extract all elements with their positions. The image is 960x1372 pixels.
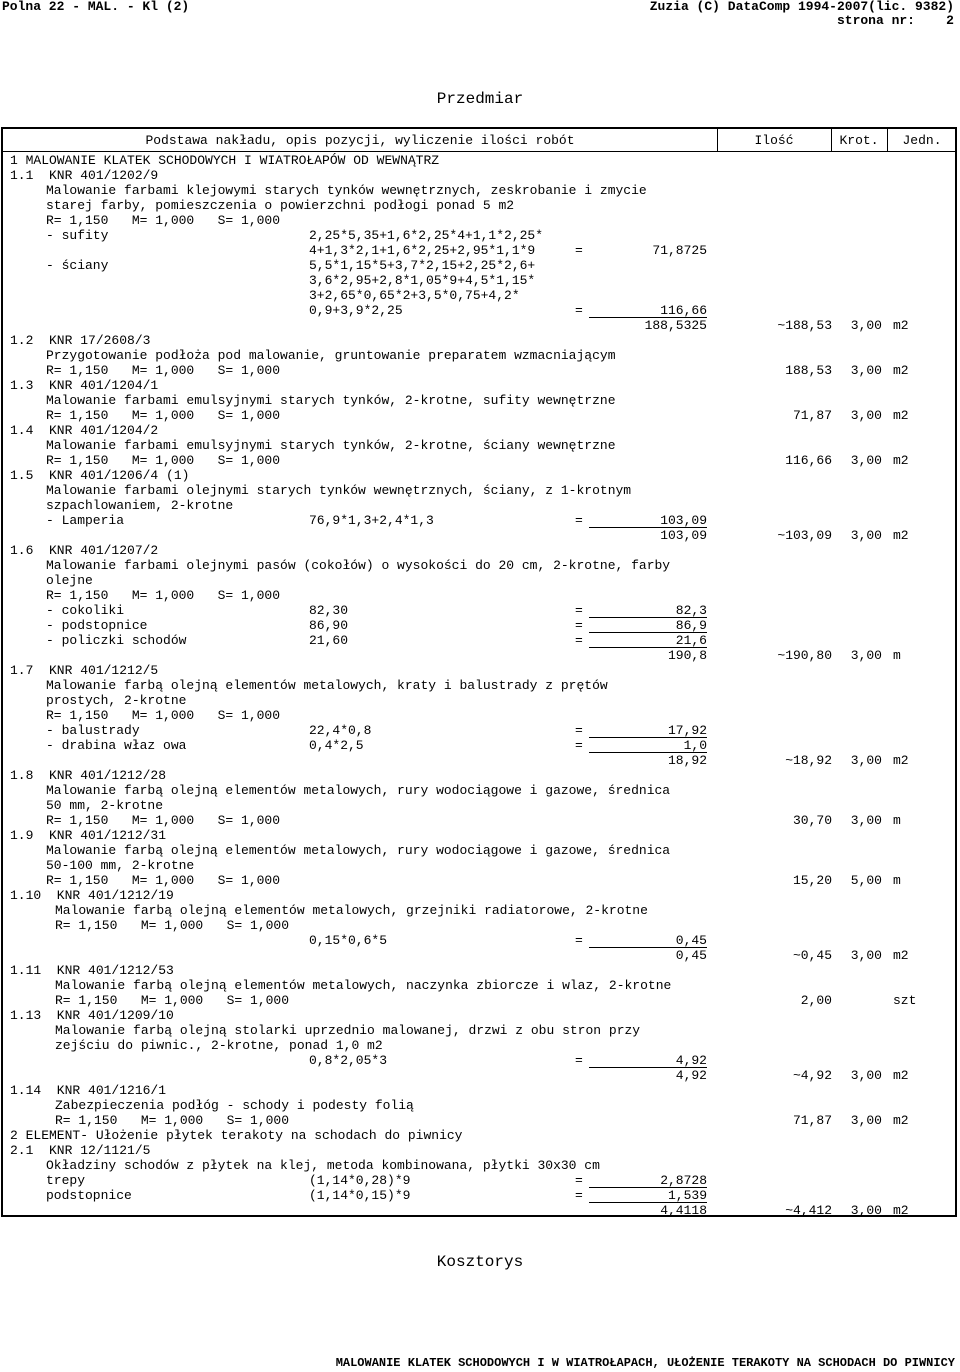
row-text: trepy [46, 1173, 86, 1188]
row-equals: = [575, 243, 583, 258]
row-krot: 3,00 [850, 813, 882, 828]
row-text: 1.13 KNR 401/1209/10 [10, 1008, 174, 1023]
row-text: R= 1,150 M= 1,000 S= 1,000 [55, 1113, 290, 1128]
row-quantity: ~18,92 [785, 753, 832, 768]
row-formula: 4+1,3*2,1+1,6*2,25+2,95*1,1*9 [309, 243, 536, 258]
row-formula: 5,5*1,15*5+3,7*2,15+2,25*2,6+ [309, 258, 536, 273]
row-text: 1.10 KNR 401/1212/19 [10, 888, 174, 903]
row-text: - sufity [46, 228, 109, 243]
row-equals: = [575, 513, 583, 528]
row-text: - cokoliki [46, 603, 125, 618]
estimate-table [1, 127, 957, 1217]
row-quantity: 2,00 [800, 993, 832, 1008]
row-text: starej farby, pomieszczenia o powierzchni podłogi ponad 5 m2 [46, 198, 515, 213]
row-formula: 0,15*0,6*5 [309, 933, 388, 948]
row-text: Malowanie farbą olejną elementów metalowych, naczynka zbiorcze i wlaz, 2-krotne [55, 978, 672, 993]
row-formula: 21,60 [309, 633, 349, 648]
row-formula: 86,90 [309, 618, 349, 633]
column-header-quantity: Ilość [754, 133, 794, 148]
row-text: Malowanie farbami olejnymi starych tynków wewnętrznych, ściany, z 1-krotnym [46, 483, 632, 498]
row-text: podstopnice [46, 1188, 132, 1203]
row-value: 1,539 [667, 1188, 707, 1203]
row-text: 1.8 KNR 401/1212/28 [10, 768, 167, 783]
row-text: - drabina właz owa [46, 738, 187, 753]
row-equals: = [575, 1173, 583, 1188]
row-text: - podstopnice [46, 618, 148, 633]
row-quantity: ~4,92 [792, 1068, 832, 1083]
row-text: 50-100 mm, 2-krotne [46, 858, 195, 873]
row-krot: 3,00 [850, 408, 882, 423]
row-value: 188,5325 [644, 318, 707, 333]
row-value: 17,92 [667, 723, 707, 738]
row-text: R= 1,150 M= 1,000 S= 1,000 [46, 813, 281, 828]
row-unit: m2 [893, 948, 909, 963]
row-text: prostych, 2-krotne [46, 693, 187, 708]
row-krot: 3,00 [850, 948, 882, 963]
row-formula: 0,9+3,9*2,25 [309, 303, 403, 318]
row-text: - balustrady [46, 723, 140, 738]
header-left: Polna 22 - MAL. - Kl (2) [2, 0, 190, 14]
row-text: 1.3 KNR 401/1204/1 [10, 378, 159, 393]
row-text: zejściu do piwnic., 2-krotne, ponad 1,0 m2 [55, 1038, 383, 1053]
row-unit: m2 [893, 528, 909, 543]
row-unit: m2 [893, 363, 909, 378]
row-text: R= 1,150 M= 1,000 S= 1,000 [55, 993, 290, 1008]
row-unit: m2 [893, 1203, 909, 1218]
row-text: R= 1,150 M= 1,000 S= 1,000 [46, 708, 281, 723]
row-formula: 76,9*1,3+2,4*1,3 [309, 513, 434, 528]
row-text: 1.1 KNR 401/1202/9 [10, 168, 159, 183]
row-unit: m [893, 873, 901, 888]
row-formula: 2,25*5,35+1,6*2,25*4+1,1*2,25* [309, 228, 544, 243]
row-value: 116,66 [660, 303, 707, 318]
row-value: 103,09 [660, 528, 707, 543]
page-title: Przedmiar [436, 90, 524, 108]
row-equals: = [575, 933, 583, 948]
row-krot: 3,00 [850, 1068, 882, 1083]
row-quantity: ~190,80 [777, 648, 832, 663]
row-formula: (1,14*0,15)*9 [309, 1188, 411, 1203]
column-header-krot: Krot. [839, 133, 879, 148]
row-value: 4,92 [675, 1053, 707, 1068]
row-text: Zabezpieczenia podłóg - schody i podesty folią [55, 1098, 414, 1113]
column-header-unit: Jedn. [902, 133, 942, 148]
row-quantity: 30,70 [792, 813, 832, 828]
row-formula: 3+2,65*0,65*2+3,5*0,75+4,2* [309, 288, 520, 303]
row-value: 2,8728 [660, 1173, 707, 1188]
row-text: 2.1 KNR 12/1121/5 [10, 1143, 151, 1158]
row-text: R= 1,150 M= 1,000 S= 1,000 [55, 918, 290, 933]
header-right-line1: Zuzia (C) DataComp 1994-2007(lic. 9382) [649, 0, 954, 14]
row-text: Malowanie farbami emulsyjnymi starych tynków, 2-krotne, ściany wewnętrzne [46, 438, 616, 453]
row-value: 21,6 [675, 633, 707, 648]
row-text: R= 1,150 M= 1,000 S= 1,000 [46, 588, 281, 603]
row-text: - ściany [46, 258, 109, 273]
row-value: 1,0 [683, 738, 707, 753]
row-text: 1.2 KNR 17/2608/3 [10, 333, 151, 348]
row-unit: m2 [893, 318, 909, 333]
row-text: - policzki schodów [46, 633, 187, 648]
row-value: 86,9 [675, 618, 707, 633]
row-quantity: 188,53 [785, 363, 832, 378]
row-value: 0,45 [675, 948, 707, 963]
row-text: olejne [46, 573, 93, 588]
row-formula: 22,4*0,8 [309, 723, 372, 738]
row-value: 103,09 [660, 513, 707, 528]
row-quantity: ~4,412 [785, 1203, 832, 1218]
row-unit: m2 [893, 1068, 909, 1083]
row-text: R= 1,150 M= 1,000 S= 1,000 [46, 363, 281, 378]
row-text: Malowanie farbą olejną elementów metalowych, rury wodociągowe i gazowe, średnica [46, 783, 671, 798]
row-text: Okładziny schodów z płytek na klej, metoda kombinowana, płytki 30x30 cm [46, 1158, 600, 1173]
row-value: 82,3 [675, 603, 707, 618]
row-text: Malowanie farbą olejną elementów metalowych, rury wodociągowe i gazowe, średnica [46, 843, 671, 858]
row-krot: 5,00 [850, 873, 882, 888]
row-equals: = [575, 633, 583, 648]
footer: MALOWANIE KLATEK SCHODOWYCH I W WIATROŁAPACH, UŁOŻENIE TERAKOTY NA SCHODACH DO PIWNICY [335, 1356, 955, 1370]
row-text: 1.7 KNR 401/1212/5 [10, 663, 159, 678]
row-value: 190,8 [667, 648, 707, 663]
row-equals: = [575, 618, 583, 633]
row-krot: 3,00 [850, 528, 882, 543]
row-formula: 82,30 [309, 603, 349, 618]
row-text: R= 1,150 M= 1,000 S= 1,000 [46, 453, 281, 468]
row-text: 1 MALOWANIE KLATEK SCHODOWYCH I WIATROŁAPÓW OD WEWNĄTRZ [10, 153, 440, 168]
row-text: Malowanie farbami klejowymi starych tynków wewnętrznych, zeskrobanie i zmycie [46, 183, 647, 198]
row-text: 1.11 KNR 401/1212/53 [10, 963, 174, 978]
row-formula: 0,8*2,05*3 [309, 1053, 388, 1068]
row-text: 1.9 KNR 401/1212/31 [10, 828, 167, 843]
row-unit: m2 [893, 1113, 909, 1128]
row-text: R= 1,150 M= 1,000 S= 1,000 [46, 213, 281, 228]
row-formula: 0,4*2,5 [309, 738, 364, 753]
row-text: 1.5 KNR 401/1206/4 (1) [10, 468, 190, 483]
row-text: R= 1,150 M= 1,000 S= 1,000 [46, 408, 281, 423]
row-quantity: 15,20 [792, 873, 832, 888]
row-equals: = [575, 603, 583, 618]
row-equals: = [575, 723, 583, 738]
row-krot: 3,00 [850, 753, 882, 768]
row-text: szpachlowaniem, 2-krotne [46, 498, 234, 513]
row-text: Przygotowanie podłoża pod malowanie, gruntowanie preparatem wzmacniającym [46, 348, 616, 363]
row-text: 2 ELEMENT- Ułożenie płytek terakoty na schodach do piwnicy [10, 1128, 463, 1143]
row-value: 71,8725 [652, 243, 707, 258]
row-unit: m [893, 648, 901, 663]
row-text: 1.6 KNR 401/1207/2 [10, 543, 159, 558]
row-unit: m [893, 813, 901, 828]
row-value: 4,4118 [660, 1203, 707, 1218]
row-text: Malowanie farbą olejną stolarki uprzednio malowanej, drzwi z obu stron przy [55, 1023, 641, 1038]
row-text: 1.14 KNR 401/1216/1 [10, 1083, 167, 1098]
bottom-title: Kosztorys [436, 1253, 524, 1271]
row-unit: m2 [893, 753, 909, 768]
row-text: Malowanie farbami olejnymi pasów (cokołów) o wysokości do 20 cm, 2-krotne, farby [46, 558, 671, 573]
row-unit: m2 [893, 408, 909, 423]
row-krot: 3,00 [850, 1203, 882, 1218]
row-text: - Lamperia [46, 513, 125, 528]
row-text: 1.4 KNR 401/1204/2 [10, 423, 159, 438]
row-krot: 3,00 [850, 318, 882, 333]
row-text: Malowanie farbą olejną elementów metalowych, kraty i balustrady z prętów [46, 678, 608, 693]
row-krot: 3,00 [850, 453, 882, 468]
row-quantity: ~0,45 [792, 948, 832, 963]
row-equals: = [575, 738, 583, 753]
row-quantity: 116,66 [785, 453, 832, 468]
row-quantity: ~103,09 [777, 528, 832, 543]
row-value: 4,92 [675, 1068, 707, 1083]
row-value: 18,92 [667, 753, 707, 768]
row-formula: 3,6*2,95+2,8*1,05*9+4,5*1,15* [309, 273, 536, 288]
row-krot: 3,00 [850, 648, 882, 663]
row-text: Malowanie farbą olejną elementów metalowych, grzejniki radiatorowe, 2-krotne [55, 903, 648, 918]
row-formula: (1,14*0,28)*9 [309, 1173, 411, 1188]
row-equals: = [575, 1053, 583, 1068]
row-value: 0,45 [675, 933, 707, 948]
column-header-description: Podstawa nakładu, opis pozycji, wyliczenie ilości robót [145, 133, 575, 148]
row-text: Malowanie farbami emulsyjnymi starych tynków, 2-krotne, sufity wewnętrzne [46, 393, 616, 408]
row-quantity: ~188,53 [777, 318, 832, 333]
row-quantity: 71,87 [792, 1113, 832, 1128]
row-text: R= 1,150 M= 1,000 S= 1,000 [46, 873, 281, 888]
row-krot: 3,00 [850, 363, 882, 378]
row-equals: = [575, 303, 583, 318]
row-text: 50 mm, 2-krotne [46, 798, 164, 813]
row-unit: szt [893, 993, 917, 1008]
row-unit: m2 [893, 453, 909, 468]
row-equals: = [575, 1188, 583, 1203]
row-quantity: 71,87 [792, 408, 832, 423]
header-page-number: strona nr: 2 [836, 13, 954, 28]
row-krot: 3,00 [850, 1113, 882, 1128]
